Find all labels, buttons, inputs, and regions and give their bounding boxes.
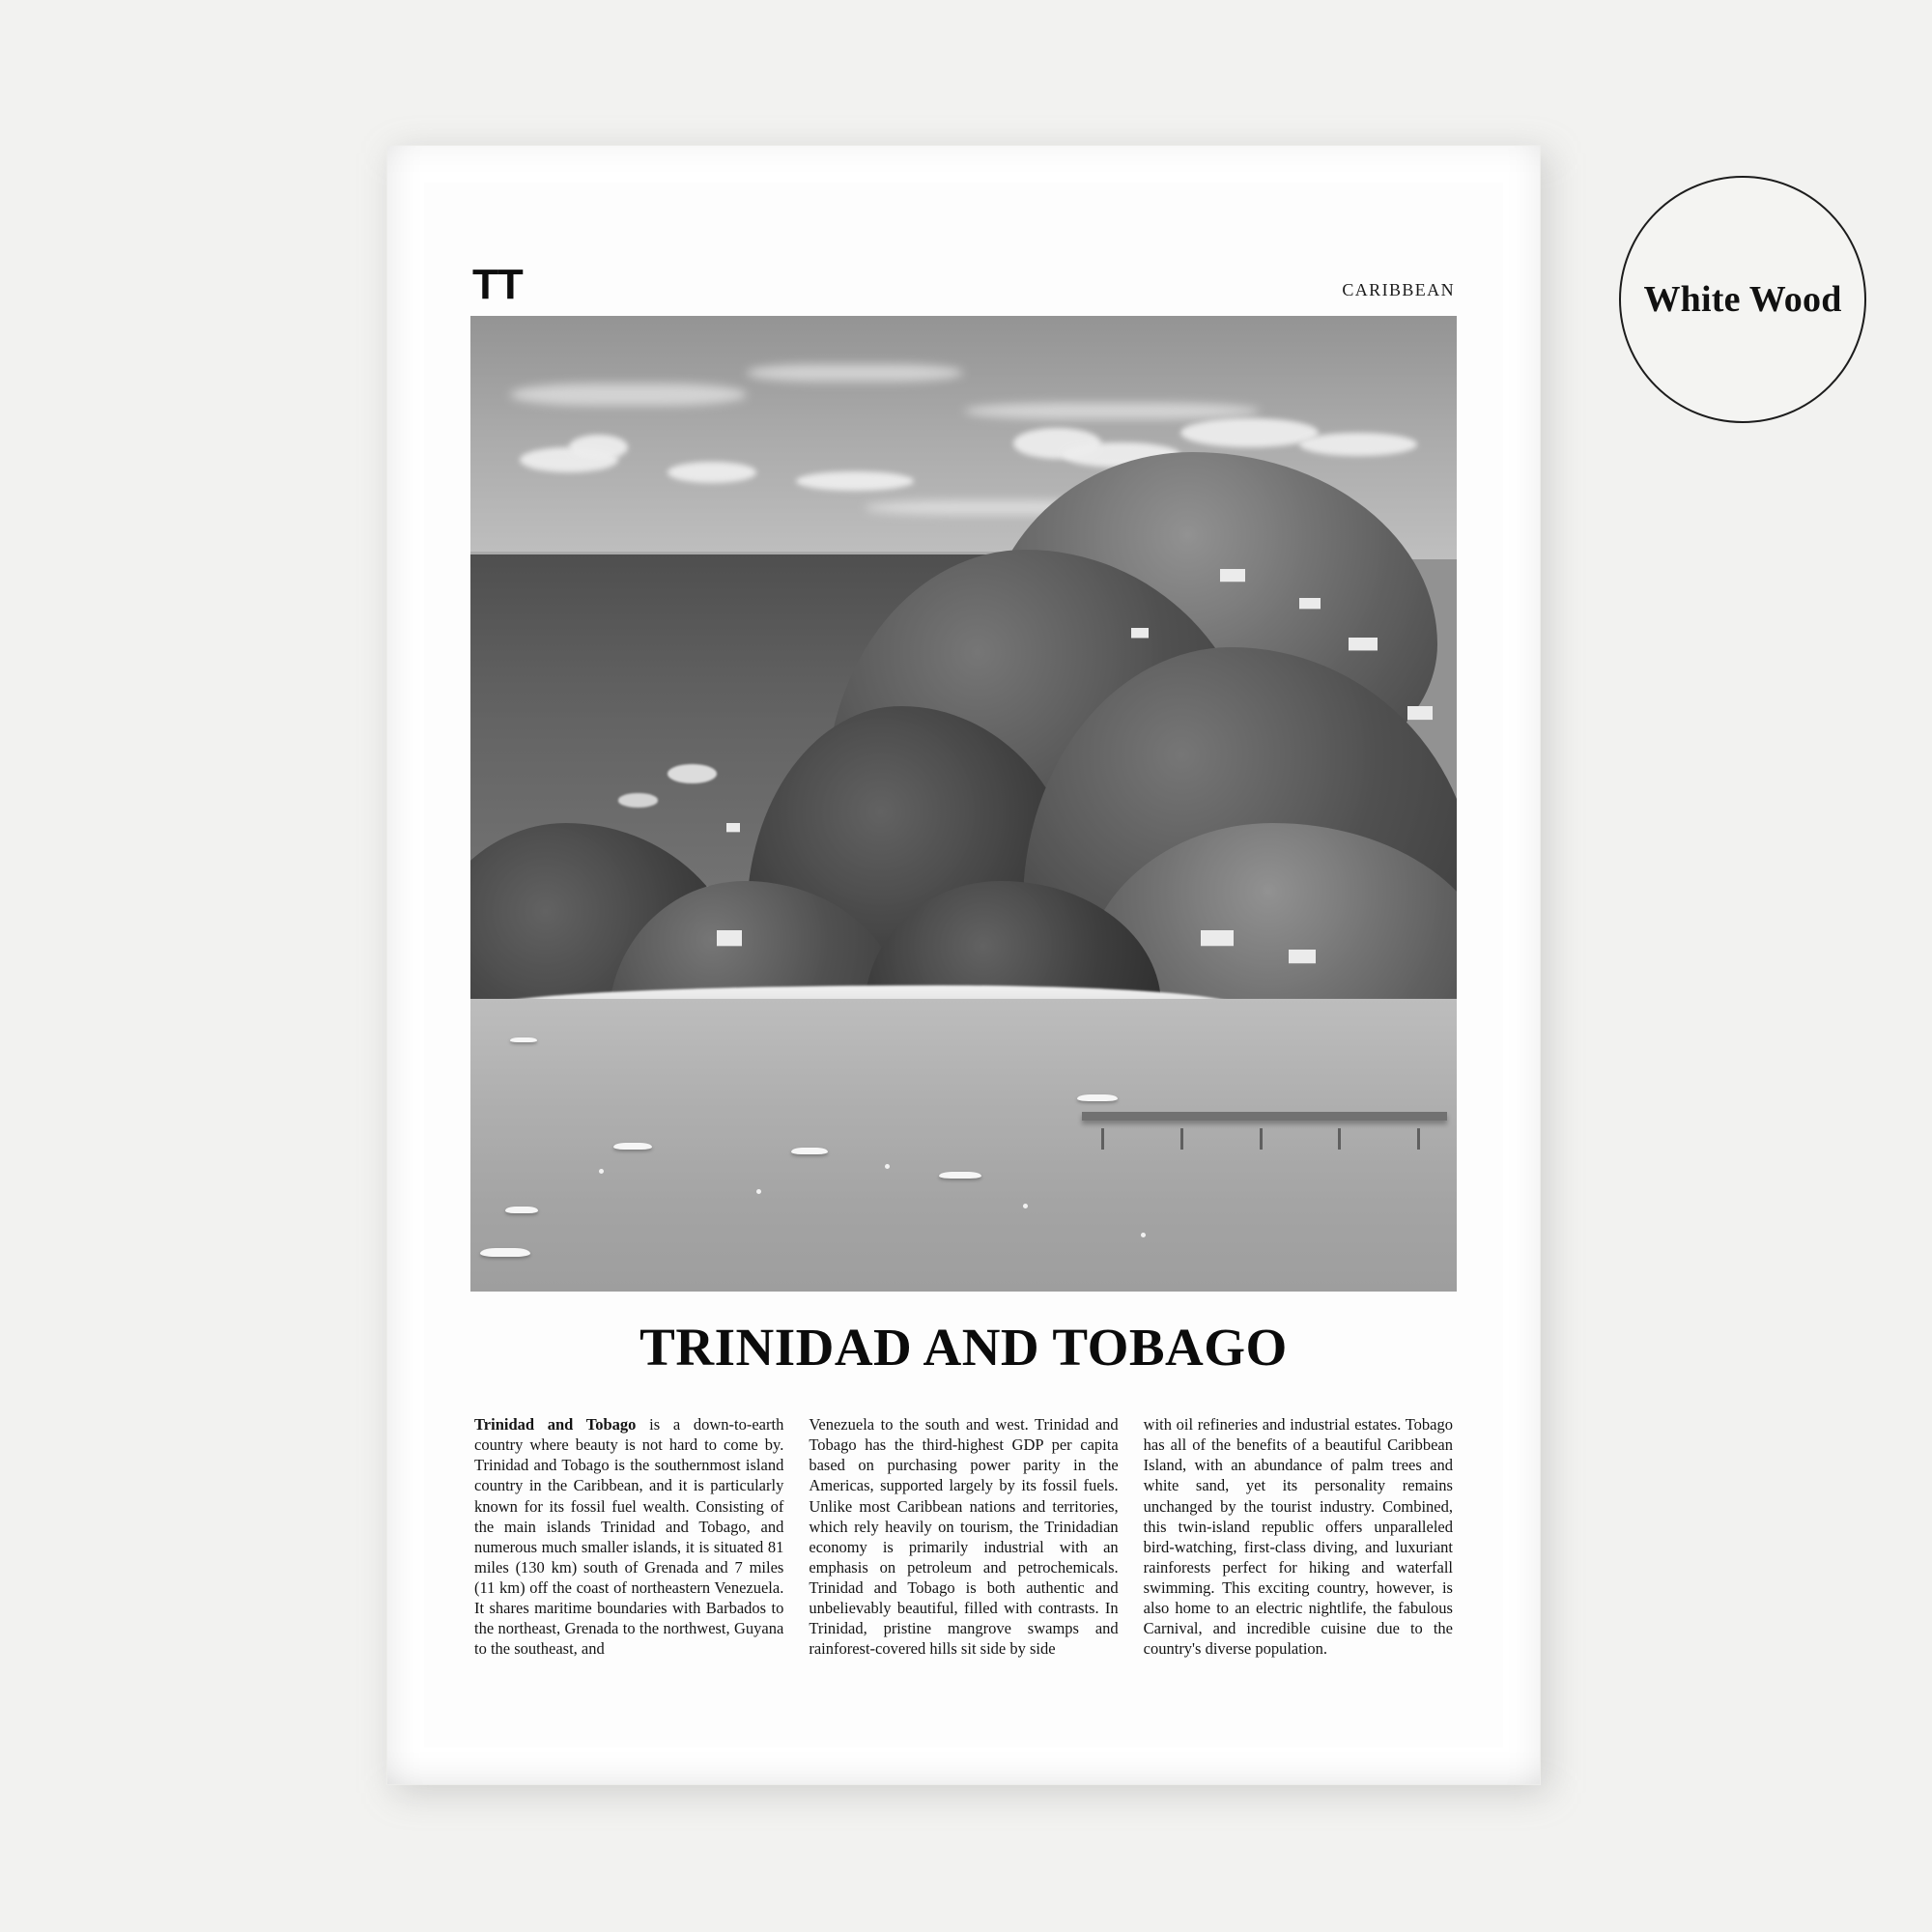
photo-buoy [1023,1204,1028,1208]
photo-cloud [510,384,747,405]
photo-pier-leg [1260,1128,1263,1150]
poster-header [470,261,1457,316]
photo-house [1407,706,1433,720]
photo-boat [505,1207,538,1213]
poster [470,261,1457,1688]
photo-pier-leg [1101,1128,1104,1150]
frame-material-badge [1619,176,1866,423]
photo-pier-leg [1180,1128,1183,1150]
photo-house [1349,638,1378,650]
photo-buoy [756,1189,761,1194]
poster-country-code: TT [472,261,523,308]
photo-horizon-line [470,552,1013,554]
photo-pier-leg [1417,1128,1420,1150]
photo-boat [510,1037,537,1042]
photo-boat [1077,1094,1118,1101]
frame-material-label: White Wood [1643,279,1842,320]
photo-cloud [1180,418,1319,447]
photo-boat [613,1143,652,1150]
poster-lead-in: Trinidad and Tobago [474,1415,637,1435]
photo-house [717,930,742,946]
photo-pier [1082,1112,1447,1121]
photo-cloud [747,364,964,382]
photo-cloud [1299,433,1418,456]
photo-rock [618,793,658,807]
photo-boat [791,1148,828,1154]
photo-house [726,823,740,832]
poster-photograph [470,316,1457,1292]
photo-boat [480,1248,530,1257]
photo-house [1220,569,1245,582]
poster-column-2: Venezuela to the south and west. Trinidad and Tobago has the third-highest GDP per capita based on purchasing power parity in the Americas, supported largely by its fossil fuels. Unlike most Caribbean nations and territories, which rely heavily on tourism, the Trinidadian economy is primarily industrial with an emphasis on petroleum and petrochemicals. Trinidad and Tobago is both authentic and unbelievably beautiful, filled with contrasts. In Trinidad, pristine mangrove swamps and rainforest-covered hills sit side by side [809,1415,1119,1659]
frame-mat [424,183,1503,1747]
photo-boat [939,1172,981,1179]
photo-pier-leg [1338,1128,1341,1150]
photo-cloud [964,403,1260,418]
photo-house [1289,950,1316,963]
poster-title: TRINIDAD AND TOBAGO [639,1317,1288,1377]
poster-region-label: CARIBBEAN [1342,279,1455,299]
poster-column-1-text: is a down-to-earth country where beauty is not hard to come by. Trinidad and Tobago is the southernmost island country in the Caribbean, and it is particularly known for its fossil fuel wealth. Consisting of the main islands Trinidad and Tobago, and numerous much smaller islands, it is situated 81 miles (130 km) south of Grenada and 7 miles (11 km) off the coast of northeastern Venezuela. It shares maritime boundaries with Barbados to the northeast, Grenada to the northwest, Guyana to the southeast, and [474,1415,784,1659]
poster-body-columns [470,1399,1457,1675]
photo-cloud [569,435,628,460]
photo-house [1299,598,1321,609]
poster-column-3: with oil refineries and industrial estates. Tobago has all of the benefits of a beautiful Caribbean Island, with an abundance of palm trees and white sand, yet its personality remains unchanged by the tourist industry. Combined, this twin-island republic offers unparalleled bird-watching, first-class diving, and luxuriant rainforests perfect for hiking and waterfall swimming. This exciting country, however, is also home to an electric nightlife, the fabulous Carnival, and incredible cuisine due to the country's diverse population. [1143,1415,1453,1659]
picture-frame [386,145,1541,1785]
photo-house [1201,930,1234,946]
poster-column-1 [474,1414,783,1659]
photo-house [1131,628,1149,638]
